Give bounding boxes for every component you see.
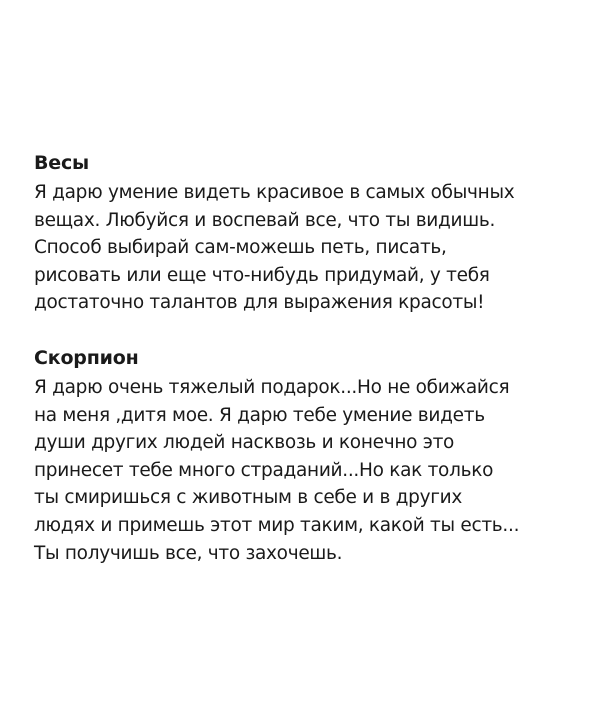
section-vesy [34, 150, 584, 317]
text-line: Я дарю умение видеть красивое в самых обычных [34, 182, 515, 203]
text-line: вещах. Любуйся и воспевай все, что ты видишь. [34, 209, 496, 231]
text-line: ты смиришься с животным в себе и в других [34, 487, 463, 509]
text-line: на меня ,дитя мое. Я дарю тебе умение видеть [34, 404, 485, 426]
text-line: Способ выбирай сам-можешь петь, писать, [34, 237, 447, 259]
text-line: принесет тебе много страданий...Но как только [34, 459, 494, 481]
text-line: Ты получишь все, что захочешь. [34, 542, 343, 564]
section-skorpion [34, 345, 584, 567]
text-line: рисовать или еще что-нибудь придумай, у тебя [34, 264, 490, 286]
text-line: достаточно талантов для выражения красоты! [34, 292, 485, 314]
section-heading: Весы [34, 152, 90, 174]
text-line: Я дарю очень тяжелый подарок...Но не обижайся [34, 377, 510, 398]
text-line: души других людей насквозь и конечно это [34, 432, 455, 454]
text-line: людях и примешь этот мир таким, какой ты есть... [34, 514, 520, 536]
section-heading: Скорпион [34, 347, 139, 369]
